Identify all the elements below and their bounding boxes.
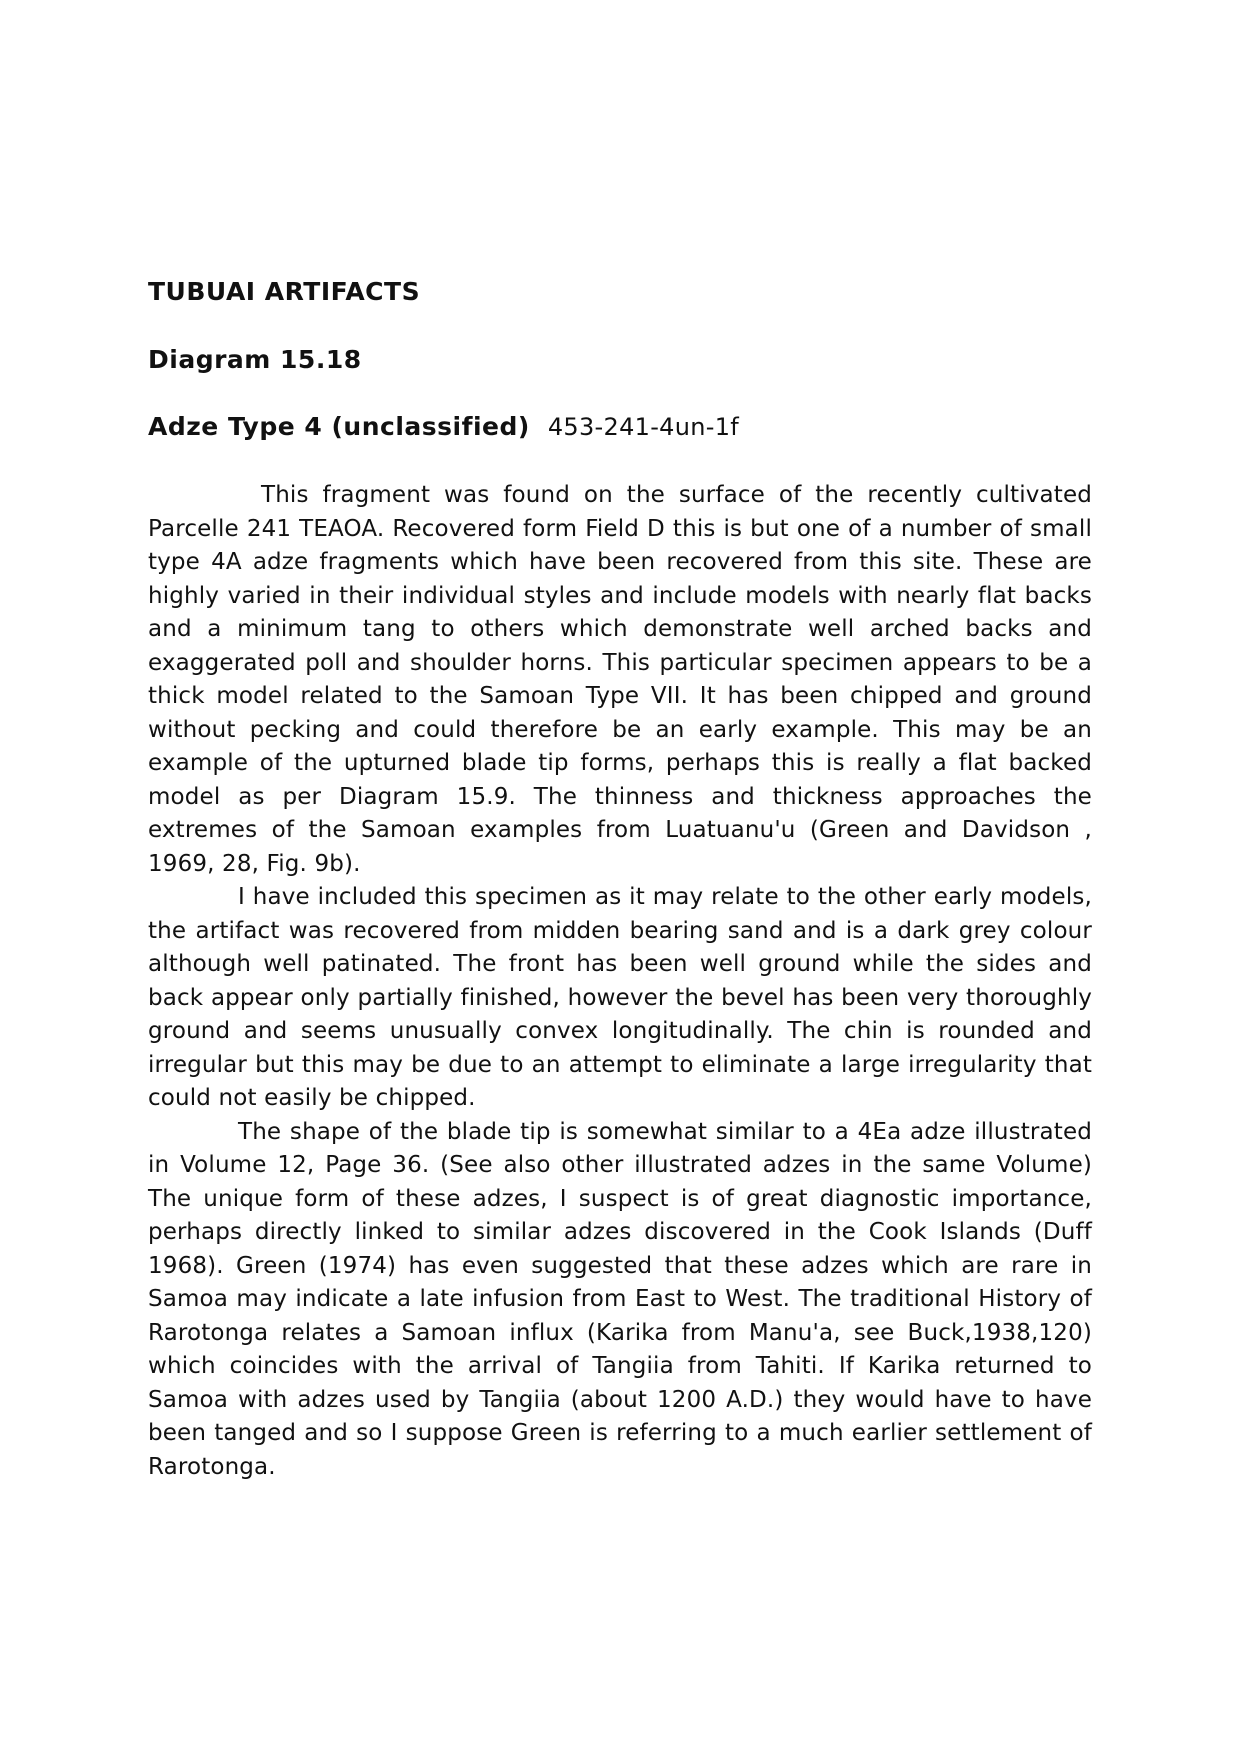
- body-text: [148, 479, 1092, 1484]
- adze-type-line: [148, 411, 1092, 443]
- paragraph-3: The shape of the blade tip is somewhat similar to a 4Ea adze illustrated in Volume 12, Page 36. (See also other illustrated adzes in the same Volume) The unique form of these adzes, I suspect is of great diagnostic importance, perhaps directly linked to similar adzes discovered in the Cook Islands (Duff 1968). Green (1974) has even suggested that these adzes which are rare in Samoa may indicate a late infusion from East to West. The traditional History of Rarotonga relates a Samoan influx (Karika from Manu'a, see Buck,1938,120) which coincides with the arrival of Tangiia from Tahiti. If Karika returned to Samoa with adzes used by Tangiia (about 1200 A.D.) they would have to have been tanged and so I suppose Green is referring to a much earlier settlement of Rarotonga.: [148, 1118, 1092, 1480]
- document-page: [148, 276, 1092, 1484]
- adze-type-title: Adze Type 4 (unclassified): [148, 412, 530, 441]
- paragraph-1: This fragment was found on the surface of the recently cultivated Parcelle 241 TEAOA. Recovered form Field D this is but one of a number of small type 4A adze fragments which have been recovered from this site. These are highly varied in their individual styles and include models with nearly flat backs and a minimum tang to others which demonstrate well arched backs and exaggerated poll and shoulder horns. This particular specimen appears to be a thick model related to the Samoan Type VII. It has been chipped and ground without pecking and could therefore be an early example. This may be an example of the upturned blade tip forms, perhaps this is really a flat backed model as per Diagram 15.9. The thinness and thickness approaches the extremes of the Samoan examples from Luatuanu'u (Green and Davidson , 1969, 28, Fig. 9b).: [148, 482, 1092, 877]
- diagram-label: Diagram 15.18: [148, 345, 362, 374]
- paragraph-2: I have included this specimen as it may relate to the other early models, the artifact was recovered from midden bearing sand and is a dark grey colour although well patinated. The front has been well ground while the sides and back appear only partially finished, however the bevel has been very thoroughly ground and seems unusually convex longitudinally. The chin is rounded and irregular but this may be due to an attempt to eliminate a large irregularity that could not easily be chipped.: [148, 884, 1092, 1111]
- catalog-number: 453-241-4un-1f: [547, 413, 740, 441]
- document-header: TUBUAI ARTIFACTS: [148, 277, 421, 306]
